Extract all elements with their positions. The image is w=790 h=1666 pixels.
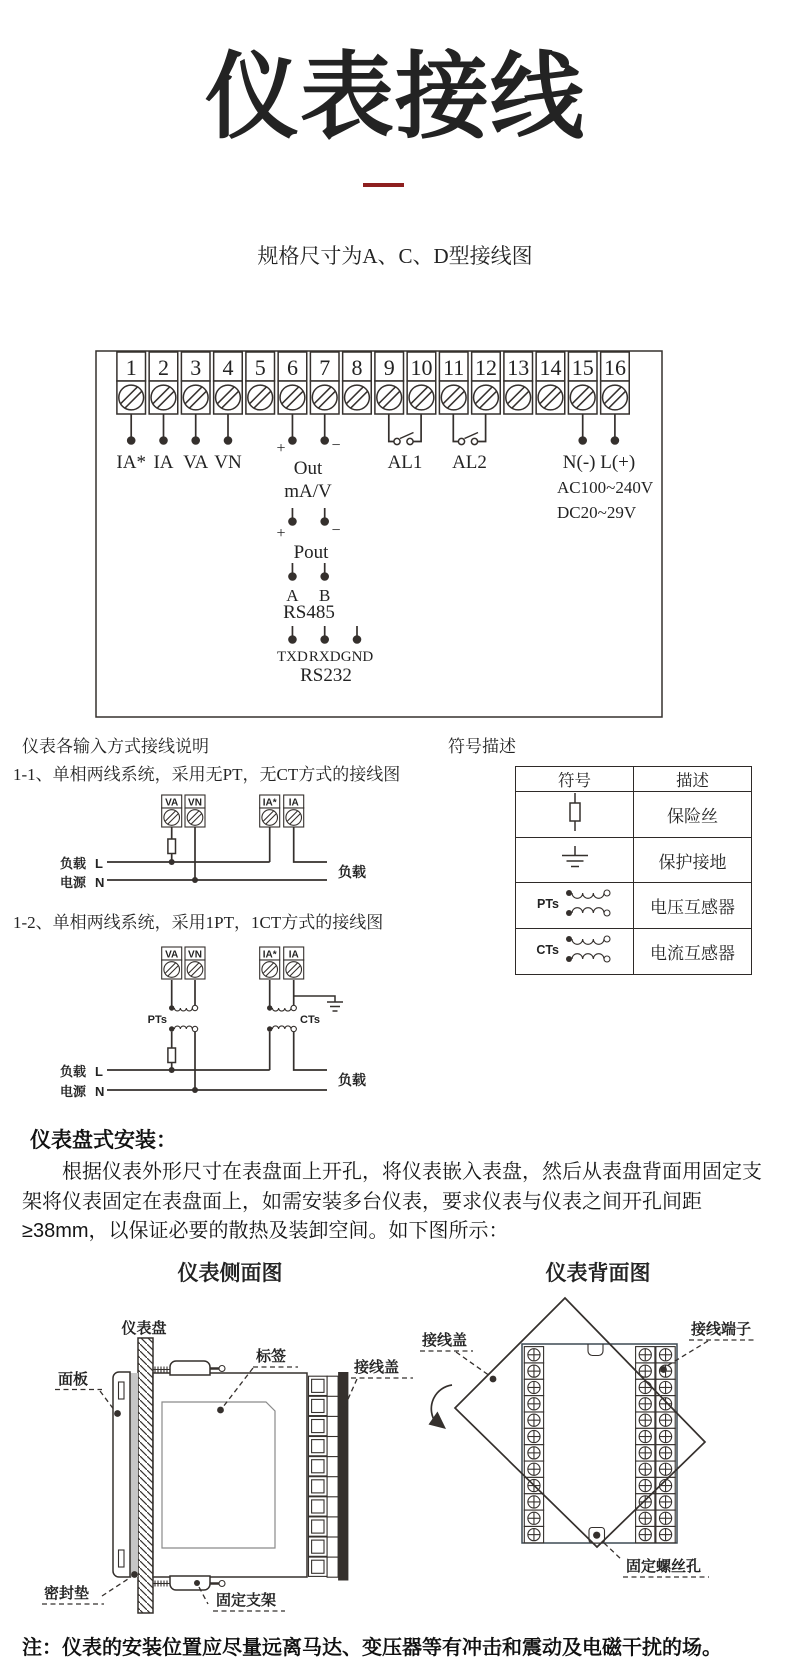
terminal-label-ia-star: IA* (116, 452, 146, 473)
txd-label: TXD (276, 649, 308, 665)
svg-text:14: 14 (539, 355, 562, 380)
svg-text:VA: VA (165, 949, 179, 961)
voltage-transformer-icon (529, 883, 621, 923)
svg-text:1: 1 (125, 355, 137, 380)
svg-text:10: 10 (410, 355, 433, 380)
d12-load-left-label: 负载 (60, 1064, 87, 1079)
terminal-label-ia: IA (153, 452, 174, 473)
mini-terminal-IA* (260, 947, 280, 979)
symbol-table (515, 766, 752, 975)
front-panel-callout: 面板 (58, 1371, 89, 1388)
install-section-heading: 仪表盘式安装： (30, 1129, 177, 1152)
subtitle: 规格尺寸为A、C、D型接线图 (257, 244, 533, 268)
svg-text:IA: IA (288, 949, 299, 961)
terminal-3 (181, 352, 210, 414)
svg-text:16: 16 (603, 355, 626, 380)
terminal-10 (407, 352, 436, 414)
svg-text:15: 15 (571, 355, 594, 380)
mini-terminal-VA (162, 795, 182, 827)
mini-terminal-IA* (260, 795, 280, 827)
d12-line-n-label: N (95, 1084, 105, 1099)
rxd-label: RXD (308, 649, 341, 665)
symbol-table-heading: 符号描述 (448, 737, 516, 756)
wiring-diagram-1-2 (60, 947, 366, 1099)
table-row (516, 838, 752, 883)
svg-text:12: 12 (474, 355, 497, 380)
terminal-14 (536, 352, 565, 414)
desc-column-header: 描述 (634, 767, 752, 792)
gasket-callout: 密封垫 (44, 1585, 90, 1602)
rear-terminal-blocks (309, 1376, 328, 1576)
terminal-16 (601, 352, 630, 414)
back-view-diagram (420, 1298, 757, 1577)
al2-contact (453, 414, 485, 445)
mini-terminal-IA (284, 947, 304, 979)
pout-plus-sign: + (276, 525, 286, 542)
main-terminal-diagram (96, 351, 662, 717)
svg-text:11: 11 (443, 355, 465, 380)
terminal-11 (439, 352, 468, 414)
gnd-label: GND (340, 649, 374, 665)
svg-text:4: 4 (222, 355, 234, 380)
front-bezel (113, 1372, 130, 1577)
terminal-1 (117, 352, 146, 414)
svg-text:5: 5 (254, 355, 266, 380)
diagram-1-2-terminals (162, 947, 304, 979)
mini-terminal-VA (162, 947, 182, 979)
symbol-desc: 电压互感器 (634, 883, 752, 929)
fuse-icon (168, 1048, 176, 1063)
d12-load-right-label: 负载 (338, 1072, 366, 1088)
symbol-desc: 电流互感器 (634, 929, 752, 975)
terminal-label-va: VA (183, 452, 209, 473)
terminal-12 (472, 352, 501, 414)
input-methods-heading: 仪表各输入方式接线说明 (22, 737, 209, 756)
bottom-bracket (153, 1576, 225, 1590)
ma-v-label: mA/V (284, 481, 332, 502)
svg-text:VA: VA (165, 797, 179, 809)
fuse-icon (168, 839, 176, 854)
d11-source-label: 电源 (60, 875, 87, 890)
terminal-9 (375, 352, 404, 414)
svg-text:3: 3 (190, 355, 202, 380)
mini-terminal-VN (185, 947, 205, 979)
terminal-8 (343, 352, 372, 414)
side-wiring-cover-callout: 接线盖 (354, 1359, 400, 1376)
d12-source-label: 电源 (60, 1084, 87, 1099)
al1-label: AL1 (387, 452, 423, 473)
current-transformer-icon (529, 929, 621, 969)
al1-contact (389, 414, 421, 445)
pt-transformer-icon (169, 1005, 198, 1031)
svg-text:8: 8 (351, 355, 363, 380)
diagram-1-1-terminals (162, 795, 304, 827)
pts-glyph-label: PTs (536, 897, 559, 911)
svg-text:VN: VN (188, 949, 202, 961)
terminal-wires (127, 414, 619, 644)
terminal-2 (149, 352, 178, 414)
install-paragraph: 根据仪表外形尺寸在表盘面上开孔，将仪表嵌入表盘，然后从表盘背面用固定支架将仪表固定在表盘面上，如需安装多台仪表，要求仪表与仪表之间开孔间距≥38mm，以保证必要的散热及装卸空间。如下图所示： (22, 1161, 762, 1242)
terminal-strip (117, 352, 629, 414)
cts-glyph-label: CTs (535, 943, 559, 957)
d12-line-l-label: L (95, 1064, 103, 1079)
out-label: Out (293, 458, 323, 479)
terminals-callout: 接线端子 (691, 1321, 752, 1338)
side-view-diagram (42, 1319, 413, 1613)
svg-text:6: 6 (286, 355, 298, 380)
mounting-panel (138, 1338, 153, 1613)
table-row (516, 883, 752, 929)
d11-line-l-label: L (95, 856, 103, 871)
earth-icon (294, 996, 343, 1011)
symbol-column-header: 符号 (516, 767, 634, 792)
gasket-strip (131, 1373, 139, 1577)
svg-text:13: 13 (507, 355, 530, 380)
rs485-b-label: B (319, 586, 331, 605)
protective-earth-icon (558, 844, 592, 872)
svg-text:2: 2 (157, 355, 169, 380)
pout-minus-sign: − (331, 522, 341, 539)
table-row (516, 792, 752, 838)
panel-board-callout: 仪表盘 (121, 1320, 167, 1337)
title-rule (363, 183, 404, 187)
ct-transformer-icon (267, 1005, 296, 1031)
fuse-icon (562, 792, 588, 832)
power-terminal-label: N(-) L(+) (562, 452, 636, 473)
svg-text:IA*: IA* (262, 949, 277, 961)
wiring-diagram-1-1 (60, 795, 366, 890)
terminal-label-vn: VN (214, 452, 242, 473)
out-plus-sign: + (276, 440, 286, 457)
ac-range-label: AC100~240V (557, 478, 654, 497)
d12-pts-label: PTs (147, 1014, 167, 1026)
svg-text:7: 7 (319, 355, 331, 380)
dc-range-label: DC20~29V (557, 503, 637, 522)
rs485-a-label: A (286, 586, 299, 605)
diagram-1-2-caption: 1-2、单相两线系统，采用1PT，1CT方式的接线图 (13, 913, 384, 932)
bracket-callout: 固定支架 (216, 1592, 277, 1609)
caution-note: 注：仪表的安装位置应尽量远离马达、变压器等有冲击和震动及电磁干扰的场。 (22, 1637, 722, 1659)
terminal-4 (214, 352, 243, 414)
terminal-7 (310, 352, 339, 414)
symbol-desc: 保险丝 (634, 792, 752, 838)
symbol-desc: 保护接地 (634, 838, 752, 883)
terminal-6 (278, 352, 307, 414)
d11-line-n-label: N (95, 875, 105, 890)
back-view-title: 仪表背面图 (545, 1261, 651, 1285)
back-wiring-cover-callout: 接线盖 (422, 1332, 468, 1349)
svg-text:9: 9 (383, 355, 395, 380)
svg-text:VN: VN (188, 797, 202, 809)
d12-cts-label: CTs (300, 1014, 320, 1026)
d11-load-left-label: 负载 (60, 856, 87, 871)
label-sticker-area (162, 1402, 275, 1548)
diagram-1-1-caption: 1-1、单相两线系统，采用无PT，无CT方式的接线图 (13, 765, 401, 784)
terminal-5 (246, 352, 275, 414)
al2-label: AL2 (452, 452, 487, 473)
rs485-label: RS485 (283, 602, 335, 623)
screw-hole-callout: 固定螺丝孔 (626, 1558, 702, 1575)
mini-terminal-IA (284, 795, 304, 827)
pout-label: Pout (293, 542, 329, 563)
mini-terminal-VN (185, 795, 205, 827)
out-minus-sign: − (331, 437, 341, 454)
label-sticker-callout: 标签 (256, 1348, 287, 1365)
svg-text:IA: IA (288, 797, 299, 809)
table-row (516, 929, 752, 975)
terminal-15 (568, 352, 597, 414)
side-view-title: 仪表侧面图 (177, 1261, 283, 1285)
rs232-label: RS232 (300, 665, 352, 686)
svg-text:IA*: IA* (262, 797, 277, 809)
d11-load-right-label: 负载 (338, 864, 366, 880)
terminal-13 (504, 352, 533, 414)
page-title: 仪表接线 (204, 44, 585, 149)
